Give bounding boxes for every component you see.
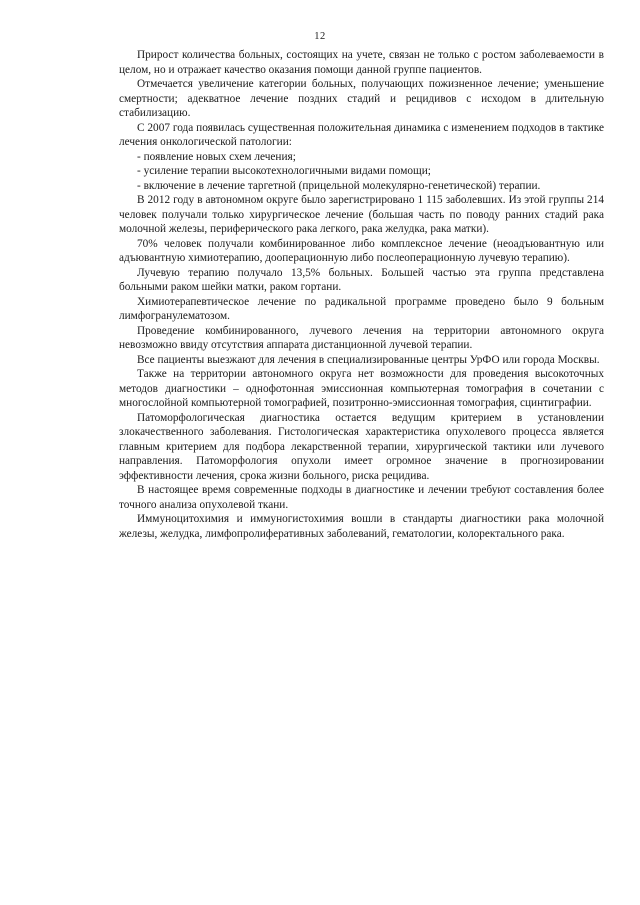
page-number: 12 <box>314 31 326 42</box>
paragraph-immunochemistry: Иммуноцитохимия и иммуногистохимия вошли в стандарты диагностики рака молочной железы, желудка, лимфопролиферативных заболеваний, гематологии, колоректального рака. <box>119 513 604 540</box>
paragraph-pathomorphology: Патоморфологическая диагностика остается ведущим критерием в установлении злокачественного заболевания. Гистологическая характеристика опухолевого процесса является главным критерием для подбора лекарственной терапии, хирургической тактики или лучевого направления. Патоморфология опухоли имеет огромное значение в прогнозировании эффективности лечения, срока жизни больного, риска рецидива. <box>119 411 604 482</box>
list-item-new-schemes: - появление новых схем лечения; <box>137 150 296 163</box>
paragraph-chemotherapy: Химиотерапевтическое лечение по радикальной программе проведено было 9 больным лимфогранулематозом. <box>119 295 604 322</box>
paragraph-no-diagnostics: Также на территории автономного округа нет возможности для проведения высокоточных методов диагностики – однофотонная эмиссионная компьютерная томография в сочетании с многослойной компьютерной томографией, позитронно-эмиссионная томография, сцинтиграфии. <box>119 368 604 409</box>
list-item-targeted-therapy: - включение в лечение таргетной (прицельной молекулярно-генетической) терапии. <box>137 179 541 192</box>
paragraph-no-radiation-unit: Проведение комбинированного, лучевого лечения на территории автономного округа невозможно ввиду отсутствия аппарата дистанционной лучевой терапии. <box>119 324 604 351</box>
list-item-high-tech-care: - усиление терапии высокотехнологичными видами помощи; <box>137 165 431 177</box>
paragraph-positive-dynamics: С 2007 года появилась существенная положительная динамика с изменением подходов в тактике лечения онкологической патологии: <box>119 121 604 148</box>
paragraph-patients-travel: Все пациенты выезжают для лечения в специализированные центры УрФО или города Москвы. <box>137 353 600 366</box>
paragraph-lifelong-treatment: Отмечается увеличение категории больных, получающих пожизненное лечение; уменьшение смертности; адекватное лечение поздних стадий и рецидивов с исходом в длительную стабилизацию. <box>119 78 604 119</box>
document-body <box>119 48 604 541</box>
paragraph-patient-growth: Прирост количества больных, состоящих на учете, связан не только с ростом заболеваемости в целом, но и отражает качество оказания помощи данной группе пациентов. <box>119 49 604 76</box>
paragraph-radiation-therapy: Лучевую терапию получало 13,5% больных. Большей частью эта группа представлена больными раком шейки матки, раком гортани. <box>119 266 604 293</box>
paragraph-modern-approaches: В настоящее время современные подходы в диагностике и лечении требуют составления более точного анализа опухолевой ткани. <box>119 484 604 511</box>
paragraph-2012-registered: В 2012 году в автономном округе было зарегистрировано 1 115 заболевших. Из этой группы 214 человек получали только хирургическое лечение (большая часть по поводу ранних стадий рака молочной железы, периферического рака легкого, рака желудка, рака матки). <box>119 194 604 235</box>
paragraph-combined-treatment: 70% человек получали комбинированное либо комплексное лечение (неоадъювантную или адъювантную химиотерапию, дооперационную либо послеоперационную лучевую терапию). <box>119 237 604 264</box>
